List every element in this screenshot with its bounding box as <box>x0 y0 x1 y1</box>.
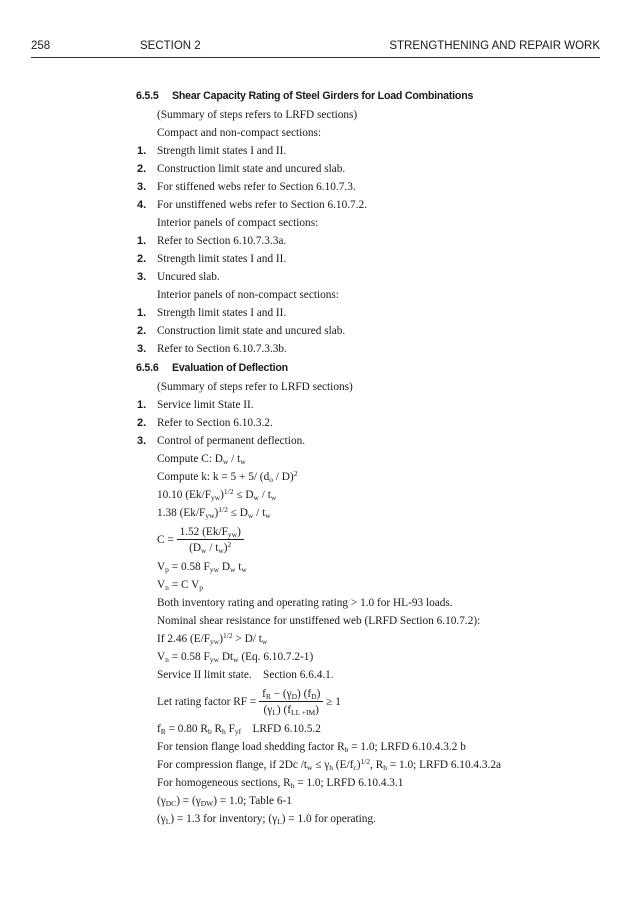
compression-flange-line <box>0 756 641 774</box>
text: D <box>219 561 230 573</box>
summary-line: (Summary of steps refer to LRFD sections) <box>157 381 353 393</box>
subscript: p <box>165 565 169 574</box>
text: (D <box>189 542 201 555</box>
list-number: 3. <box>137 271 147 283</box>
body-line: Service II limit state. Section 6.6.4.1. <box>157 669 334 681</box>
text: 10.10 (Ek/F <box>157 489 211 501</box>
fraction <box>259 688 323 716</box>
superscript: 2 <box>227 540 232 550</box>
text: ) <box>237 526 241 539</box>
text: 1.52 (Ek/F <box>179 526 228 539</box>
text: ) <box>223 542 228 555</box>
header-rule <box>31 57 600 58</box>
fraction <box>177 526 244 554</box>
body-line: Both inventory rating and operating rating > 1.0 for HL-93 loads. <box>157 597 453 609</box>
if-line <box>0 630 641 648</box>
page-body <box>0 86 641 828</box>
text: For homogeneous sections, R <box>157 777 291 789</box>
subscript: w <box>201 546 207 556</box>
text: , R <box>370 759 384 771</box>
text: V <box>157 651 166 663</box>
text: (E/f <box>332 759 354 771</box>
subscript: w <box>241 565 247 574</box>
list-number: 3. <box>137 343 147 355</box>
compute-k-line <box>0 468 641 486</box>
subscript: D <box>291 692 298 702</box>
list-number: 2. <box>137 253 147 265</box>
subscript: n <box>165 655 169 664</box>
subscript: yw <box>209 565 219 574</box>
list-item <box>0 322 641 340</box>
list-text: Control of permanent deflection. <box>157 435 306 447</box>
text: ) <box>356 759 361 771</box>
text: = 0.58 F <box>168 651 210 663</box>
heading-number: 6.5.6 <box>136 362 159 374</box>
text: ) (f <box>276 704 291 717</box>
text: ) (f <box>297 688 312 701</box>
subscript: yw <box>209 655 219 664</box>
subscript: yw <box>210 637 220 646</box>
text: Compute C: D <box>157 453 223 465</box>
text: ≤ D <box>227 507 248 519</box>
subscript: n <box>165 583 169 592</box>
subscript: LL +IM <box>290 708 316 718</box>
text: For tension flange load shedding factor R <box>157 741 345 753</box>
subscript: DC <box>165 799 177 808</box>
text: LRFD 6.10.5.2 <box>241 723 321 735</box>
text: = 1.0; LRFD 6.10.4.3.2a <box>387 759 502 771</box>
c-equation <box>0 522 641 558</box>
text: C = <box>157 534 177 546</box>
intro-line: Interior panels of non-compact sections: <box>157 289 339 301</box>
subscript: w <box>247 511 254 520</box>
section-label: SECTION 2 <box>140 40 201 52</box>
subscript: w <box>261 637 268 646</box>
subscript: w <box>265 511 271 520</box>
list-text: Strength limit states I and II. <box>157 145 287 157</box>
list-text: Refer to Section 6.10.3.2. <box>157 417 273 429</box>
subscript: L <box>272 708 277 718</box>
list-number: 1. <box>137 307 147 319</box>
body-line: Nominal shear resistance for unstiffened web (LRFD Section 6.10.7.2): <box>157 615 481 627</box>
gamma-dc-line <box>0 792 641 810</box>
subscript: R <box>160 727 166 736</box>
text: / t <box>206 542 219 555</box>
subscript: yw <box>227 530 238 540</box>
list-number: 2. <box>137 163 147 175</box>
text: Compute k: k = 5 + 5/ (d <box>157 471 270 483</box>
list-item <box>0 304 641 322</box>
subscript: yw <box>210 493 221 502</box>
text: 1.38 (Ek/F <box>157 507 206 519</box>
vn2-line <box>0 648 641 666</box>
text: ) <box>315 704 319 717</box>
text: = C V <box>168 579 200 591</box>
superscript: 1/2 <box>222 631 233 640</box>
subscript: yw <box>205 511 215 520</box>
subscript: R <box>265 692 271 702</box>
text: (γ <box>157 813 166 825</box>
subscript: w <box>222 457 229 466</box>
text: = 1.0; LRFD 6.10.4.3.1 <box>294 777 404 789</box>
text: > D/ t <box>232 633 262 645</box>
subscript: h <box>383 763 388 772</box>
subscript: h <box>222 727 226 736</box>
subscript: c <box>353 763 357 772</box>
intro-line: Interior panels of compact sections: <box>157 217 319 229</box>
list-item <box>0 396 641 414</box>
subscript: D <box>311 692 317 702</box>
text: ) = 1.3 for inventory; (γ <box>170 813 278 825</box>
superscript: 2 <box>293 469 298 478</box>
superscript: 1/2 <box>360 757 371 766</box>
list-text: Uncured slab. <box>157 271 220 283</box>
text: = 0.58 F <box>168 561 210 573</box>
text: f <box>262 688 266 701</box>
equation-2: 1.38 $(Ek/F_{yw})^{1/2} \le D_w / t_w$ <box>157 505 271 520</box>
fraction-numerator <box>259 688 323 702</box>
text: (γ <box>263 704 273 717</box>
text: Dt <box>219 651 234 663</box>
subscript: w <box>240 457 246 466</box>
text: − (γ <box>270 688 292 701</box>
running-header <box>31 40 600 56</box>
list-text: Strength limit states I and II. <box>157 307 287 319</box>
subscript: L <box>165 817 171 826</box>
list-item <box>0 196 641 214</box>
fraction-denominator <box>259 702 323 716</box>
list-item <box>0 178 641 196</box>
heading-title: Evaluation of Deflection <box>172 362 288 374</box>
list-number: 3. <box>137 435 147 447</box>
text: ) = (γ <box>176 795 201 807</box>
subscript: w <box>270 493 277 502</box>
list-item <box>0 432 641 450</box>
list-number: 1. <box>137 145 147 157</box>
fraction-numerator <box>177 526 244 540</box>
text: = 1.0; LRFD 6.10.4.3.2 b <box>348 741 466 753</box>
heading-6-5-5 <box>0 86 641 106</box>
list-number: 4. <box>137 199 147 211</box>
vn-line <box>0 576 641 594</box>
subscript: h <box>329 763 333 772</box>
homogeneous-line <box>0 774 641 792</box>
list-text: Construction limit state and uncured slab. <box>157 325 346 337</box>
gamma-l-line <box>0 810 641 828</box>
list-text: Construction limit state and uncured slab. <box>157 163 346 175</box>
page-number: 258 <box>31 40 51 52</box>
heading-6-5-6 <box>0 358 641 378</box>
list-item <box>0 142 641 160</box>
vp-line: $V_p = 0.58$ $F_{yw}$ $D_w$ $t_w$ <box>157 561 247 574</box>
subscript: b <box>207 727 212 736</box>
text: f <box>157 723 161 735</box>
subscript: h <box>290 781 295 790</box>
rf-equation <box>0 684 641 720</box>
list-item <box>0 232 641 250</box>
subscript: w <box>233 655 239 664</box>
list-number: 3. <box>137 181 147 193</box>
list-number: 2. <box>137 417 147 429</box>
text: V <box>157 579 166 591</box>
list-item <box>0 268 641 286</box>
subscript: DW <box>200 799 214 808</box>
list-item <box>0 250 641 268</box>
list-text: Service limit State II. <box>157 399 254 411</box>
list-item <box>0 160 641 178</box>
list-text: For stiffened webs refer to Section 6.10.7.3. <box>157 181 356 193</box>
list-number: 1. <box>137 235 147 247</box>
list-number: 1. <box>137 399 147 411</box>
subscript: w <box>306 763 313 772</box>
subscript: yf <box>234 727 242 736</box>
text: ) <box>214 507 219 519</box>
list-text: Refer to Section 6.10.7.3.3b. <box>157 343 287 355</box>
subscript: w <box>253 493 259 502</box>
compute-c-line: Compute C: $D_w / t_w$ <box>157 453 246 466</box>
superscript: 1/2 <box>218 505 228 514</box>
heading-number: 6.5.5 <box>136 90 159 102</box>
subscript: w <box>229 565 236 574</box>
text: V <box>157 561 166 573</box>
fr-line <box>0 720 641 738</box>
text: ≤ γ <box>312 759 330 771</box>
text: ≤ D <box>233 489 254 501</box>
text: Let rating factor RF = <box>157 696 260 708</box>
text: ) = 1.0; Table 6-1 <box>213 795 292 807</box>
text: = 0.80 R <box>165 723 208 735</box>
intro-line: Compact and non-compact sections: <box>157 127 322 139</box>
text: ) <box>316 688 321 701</box>
text: R <box>211 723 223 735</box>
list-text: Strength limit states I and II. <box>157 253 287 265</box>
text: F <box>225 723 235 735</box>
superscript: 1/2 <box>223 487 234 496</box>
equation-1: 10.10 $(Ek/F_{yw})^{1/2} \le D_w / t_w$ <box>157 487 277 502</box>
text: ) <box>220 489 224 501</box>
fraction-denominator <box>177 540 244 554</box>
summary-line: (Summary of steps refers to LRFD sections) <box>157 109 358 121</box>
text: ) <box>219 633 223 645</box>
subscript: o <box>269 475 273 484</box>
text: ≥ 1 <box>323 696 341 708</box>
list-item <box>0 414 641 432</box>
chapter-title: STRENGTHENING AND REPAIR WORK <box>389 40 600 52</box>
subscript: L <box>277 817 282 826</box>
text: ) = 1.0 for operating. <box>281 813 376 825</box>
text: (Eq. 6.10.7.2-1) <box>238 651 314 663</box>
subscript: w <box>218 546 224 556</box>
list-text: For unstiffened webs refer to Section 6.10.7.2. <box>157 199 367 211</box>
subscript: p <box>199 583 204 592</box>
text: (γ <box>157 795 166 807</box>
list-text: Refer to Section 6.10.7.3.3a. <box>157 235 287 247</box>
subscript: b <box>344 745 349 754</box>
tension-flange-line <box>0 738 641 756</box>
heading-title: Shear Capacity Rating of Steel Girders for Load Combinations <box>172 90 474 102</box>
list-item <box>0 340 641 358</box>
list-number: 2. <box>137 325 147 337</box>
text: / D) <box>272 471 294 483</box>
text: If 2.46 (E/F <box>157 633 211 645</box>
text: For compression flange, if 2Dc /t <box>157 759 307 771</box>
